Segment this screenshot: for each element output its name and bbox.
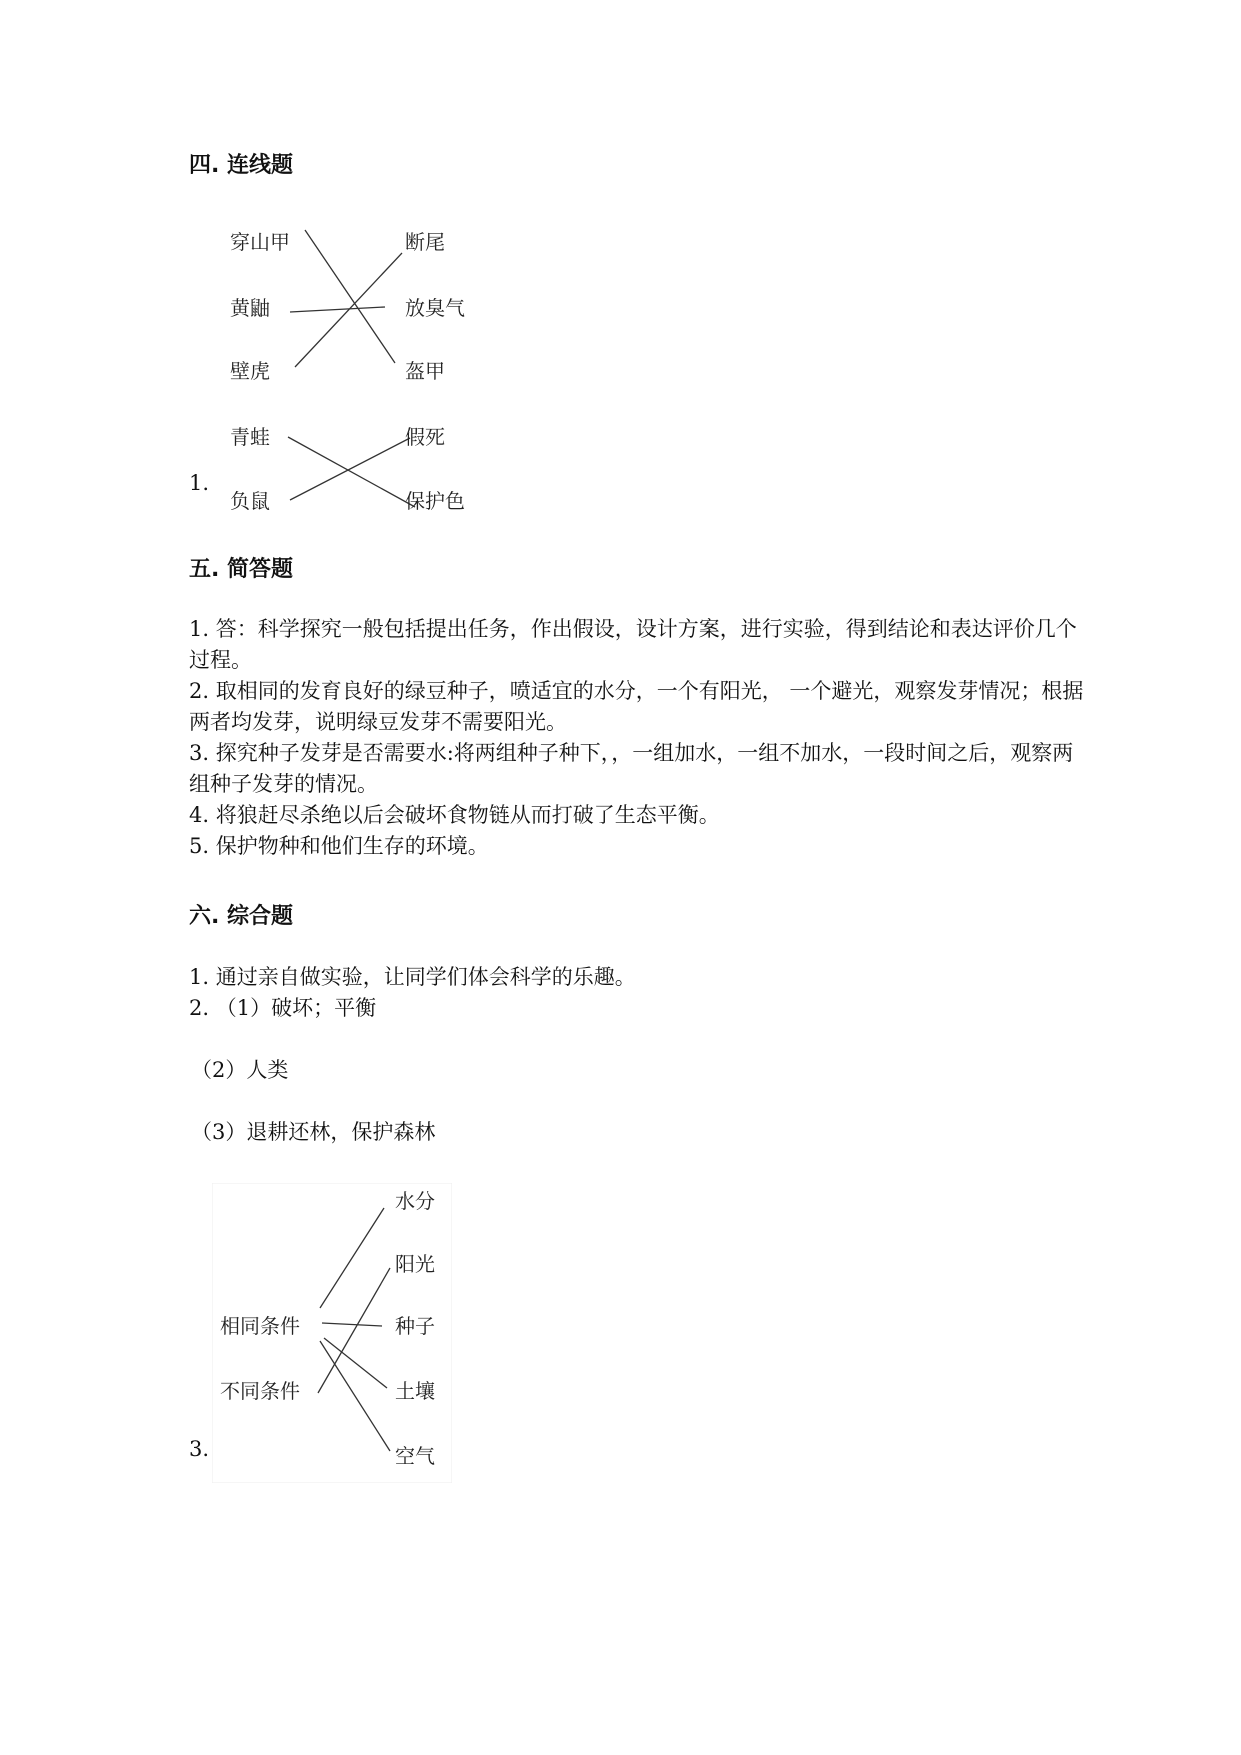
match1-right-5: 保护色 (405, 489, 465, 513)
match1-left-4: 青蛙 (230, 425, 270, 449)
match1-left-5: 负鼠 (230, 489, 270, 513)
section-four-title: 四. 连线题 (189, 153, 294, 178)
match1-right-4: 假死 (405, 425, 445, 449)
match-line-chuanshanjia-kuijia (305, 230, 395, 363)
short-answer-5: 5. 保护物种和他们生存的环境。 (189, 834, 489, 858)
match2-right-5: 空气 (395, 1444, 435, 1468)
comprehensive-q1: 1. 通过亲自做实验，让同学们体会科学的乐趣。 (189, 965, 636, 989)
matching-diagram-2 (212, 1183, 452, 1483)
comprehensive-q2-2: （2）人类 (191, 1058, 289, 1082)
match-line-huangyou-fangchouqi (290, 307, 385, 312)
match2-left-1: 相同条件 (220, 1314, 300, 1338)
comprehensive-q3-number: 3. (189, 1437, 210, 1461)
match1-left-2: 黄鼬 (230, 296, 270, 320)
match2-right-4: 土壤 (395, 1379, 435, 1403)
match1-right-3: 盔甲 (405, 359, 445, 383)
section-five-title: 五. 简答题 (189, 557, 294, 582)
short-answer-2: 2. 取相同的发育良好的绿豆种子，喷适宜的水分，一个有阳光， 一个避光，观察发芽情况；根据两者均发芽，说明绿豆发芽不需要阳光。 (189, 679, 1084, 734)
comprehensive-q2-1: 2. （1）破坏；平衡 (189, 996, 377, 1020)
short-answer-3: 3. 探究种子发芽是否需要水:将两组种子种下，，一组加水，一组不加水，一段时间之后，观察两组种子发芽的情况。 (189, 741, 1074, 796)
match2-left-2: 不同条件 (220, 1379, 300, 1403)
match2-right-1: 水分 (395, 1189, 435, 1213)
matching1-number: 1. (189, 471, 210, 495)
match1-right-2: 放臭气 (405, 296, 465, 320)
match2-right-3: 种子 (395, 1314, 435, 1338)
comprehensive-q2-3: （3）退耕还林，保护森林 (191, 1120, 436, 1144)
short-answer-1: 1. 答：科学探究一般包括提出任务，作出假设，设计方案，进行实验，得到结论和表达评价几个过程。 (189, 617, 1077, 672)
match2-right-2: 阳光 (395, 1252, 435, 1276)
match1-right-1: 断尾 (405, 230, 445, 254)
match1-left-3: 壁虎 (230, 359, 270, 383)
matching-diagram-1 (220, 215, 500, 520)
match-line-qingwa-baohuse (288, 437, 415, 507)
section-six-title: 六. 综合题 (189, 904, 294, 929)
short-answer-4: 4. 将狼赶尽杀绝以后会破坏食物链从而打破了生态平衡。 (189, 803, 720, 827)
match1-left-1: 穿山甲 (230, 230, 290, 254)
short-answer-list (189, 614, 1089, 862)
